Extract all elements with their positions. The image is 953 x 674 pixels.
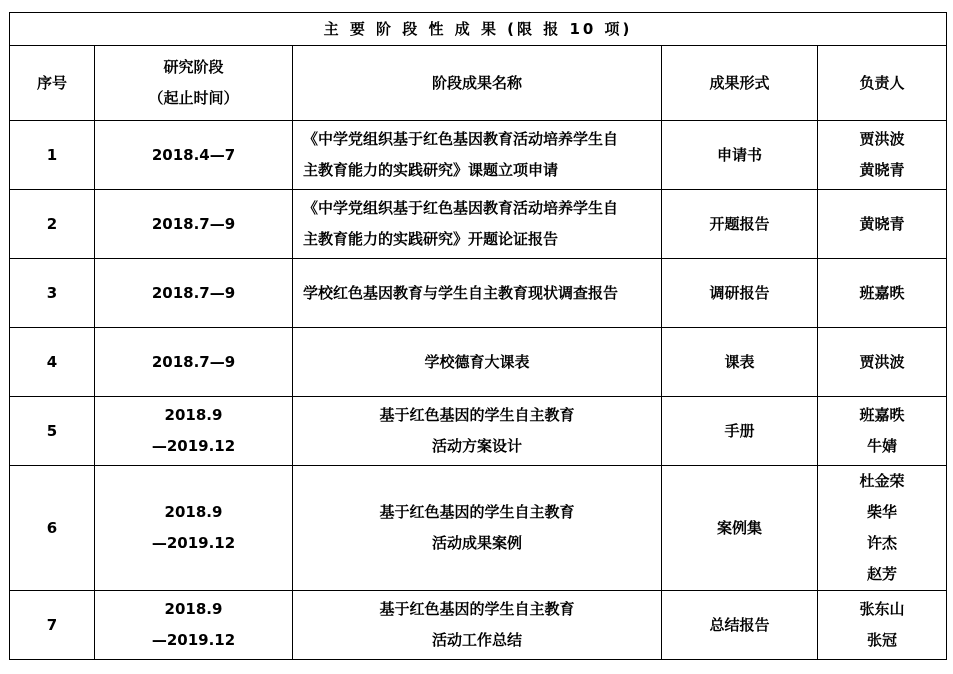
cell-owner-line: 黄晓青 [859,161,905,179]
cell-period-line: 2018.9 [164,600,223,618]
table-row [10,328,947,397]
cell-period [95,397,293,466]
cell-index-line: 6 [46,518,58,537]
cell-form-line: 案例集 [716,518,762,537]
cell-period [95,259,293,328]
cell-name [293,190,662,259]
cell-index [10,591,95,660]
cell-owner-line: 杜金荣 [859,472,905,490]
cell-form-line: 调研报告 [709,283,770,302]
cell-index-line: 5 [46,421,58,440]
cell-form [662,328,818,397]
header-period [95,46,293,121]
cell-owner-line: 贾洪波 [859,130,905,148]
cell-period-line: 2018.9 [164,503,223,521]
achievements-table [9,12,947,660]
cell-index [10,328,95,397]
cell-form-line: 课表 [724,352,755,371]
cell-form-line: 申请书 [716,145,762,164]
cell-index-line: 3 [46,283,58,302]
table-row [10,259,947,328]
cell-owner-line: 张冠 [867,631,898,649]
cell-owner-line: 柴华 [867,503,898,521]
cell-owner [818,591,947,660]
cell-name-line: 学校德育大课表 [424,352,530,371]
cell-owner-line: 张东山 [859,600,905,618]
cell-form [662,121,818,190]
cell-period [95,190,293,259]
cell-name-line: 《中学党组织基于红色基因教育活动培养学生自 [303,199,619,217]
table-row [10,466,947,591]
cell-period-line: —2019.12 [151,534,236,552]
cell-owner-line: 黄晓青 [859,214,905,233]
cell-name [293,591,662,660]
cell-name-line: 基于红色基因的学生自主教育 [379,406,575,424]
cell-period-line: 2018.4—7 [151,145,236,164]
cell-form [662,190,818,259]
cell-period-line: 2018.7—9 [151,352,236,371]
cell-period-line: 2018.7—9 [151,214,236,233]
cell-name-line: 活动工作总结 [431,631,522,649]
cell-index [10,397,95,466]
cell-owner [818,328,947,397]
cell-name-line: 活动方案设计 [431,437,522,455]
cell-period [95,466,293,591]
title-row [10,13,947,46]
cell-owner [818,259,947,328]
cell-name [293,466,662,591]
cell-owner-line: 班嘉昳 [859,283,905,302]
cell-form-line: 总结报告 [709,615,770,634]
cell-name-line: 基于红色基因的学生自主教育 [379,503,575,521]
cell-owner [818,466,947,591]
cell-form [662,591,818,660]
cell-index-line: 1 [46,145,58,164]
cell-owner [818,190,947,259]
cell-owner-line: 贾洪波 [859,352,905,371]
header-period-line2: （起止时间） [148,89,239,107]
cell-owner [818,121,947,190]
cell-owner-line: 牛婧 [867,437,898,455]
cell-period [95,328,293,397]
cell-name [293,328,662,397]
cell-index [10,190,95,259]
cell-form [662,466,818,591]
header-period-line1: 研究阶段 [163,58,224,76]
table-body [10,121,947,660]
cell-period-line: —2019.12 [151,631,236,649]
cell-owner [818,397,947,466]
table-row [10,591,947,660]
cell-period-line: —2019.12 [151,437,236,455]
cell-owner-line: 班嘉昳 [859,406,905,424]
table-row [10,397,947,466]
cell-name [293,259,662,328]
header-index: 序号 [10,46,95,121]
cell-index-line: 2 [46,214,58,233]
header-row [10,46,947,121]
cell-name [293,397,662,466]
cell-name-line: 《中学党组织基于红色基因教育活动培养学生自 [303,130,619,148]
cell-period-line: 2018.7—9 [151,283,236,302]
cell-owner-line: 许杰 [867,534,898,552]
cell-form [662,397,818,466]
header-form: 成果形式 [662,46,818,121]
cell-form-line: 手册 [724,421,755,440]
cell-form-line: 开题报告 [709,214,770,233]
cell-index [10,259,95,328]
cell-index [10,121,95,190]
cell-index [10,466,95,591]
cell-index-line: 4 [46,352,58,371]
cell-owner-line: 赵芳 [867,565,898,583]
header-name: 阶段成果名称 [293,46,662,121]
table-title: 主 要 阶 段 性 成 果 (限 报 10 项) [10,13,947,46]
cell-period [95,591,293,660]
cell-name-line: 主教育能力的实践研究》开题论证报告 [303,230,559,248]
cell-name-line: 学校红色基因教育与学生自主教育现状调查报告 [303,283,619,302]
table-row [10,190,947,259]
cell-name-line: 主教育能力的实践研究》课题立项申请 [303,161,559,179]
cell-index-line: 7 [46,615,58,634]
cell-form [662,259,818,328]
cell-name [293,121,662,190]
cell-period-line: 2018.9 [164,406,223,424]
cell-name-line: 活动成果案例 [431,534,522,552]
cell-name-line: 基于红色基因的学生自主教育 [379,600,575,618]
cell-period [95,121,293,190]
table-row [10,121,947,190]
header-owner: 负责人 [818,46,947,121]
